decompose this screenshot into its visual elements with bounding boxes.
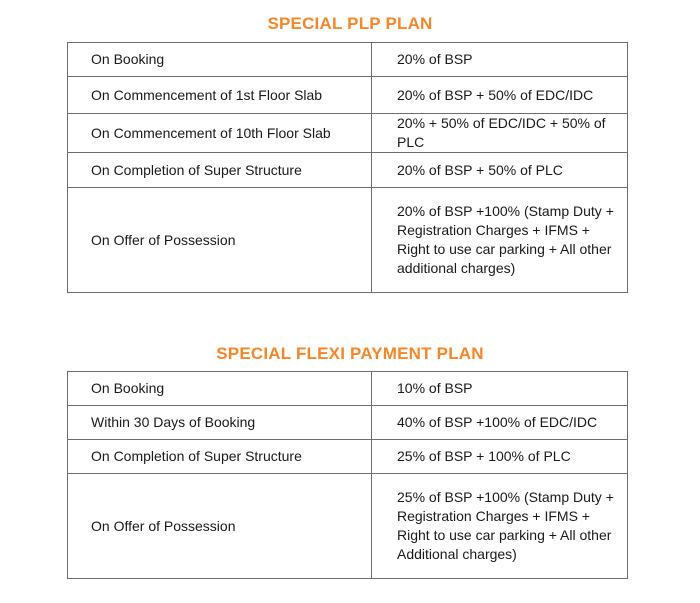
stage-cell: On Completion of Super Structure bbox=[68, 440, 372, 474]
amount-cell: 40% of BSP +100% of EDC/IDC bbox=[372, 406, 628, 440]
stage-cell: On Booking bbox=[68, 43, 372, 77]
table-row bbox=[68, 406, 628, 440]
amount-cell: 20% + 50% of EDC/IDC + 50% of PLC bbox=[372, 114, 628, 153]
amount-cell: 20% of BSP bbox=[372, 43, 628, 77]
plp-plan-title: SPECIAL PLP PLAN bbox=[267, 14, 433, 33]
table-row bbox=[68, 77, 628, 114]
table-row bbox=[68, 372, 628, 406]
amount-cell: 20% of BSP +100% (Stamp Duty + Registration Charges + IFMS + Right to use car parking + All other additional charges) bbox=[372, 188, 628, 293]
stage-cell: On Completion of Super Structure bbox=[68, 153, 372, 188]
amount-cell: 25% of BSP + 100% of PLC bbox=[372, 440, 628, 474]
flexi-plan-title: SPECIAL FLEXI PAYMENT PLAN bbox=[216, 344, 484, 363]
table-row bbox=[68, 440, 628, 474]
table-row bbox=[68, 474, 628, 579]
amount-cell: 10% of BSP bbox=[372, 372, 628, 406]
stage-cell: On Commencement of 10th Floor Slab bbox=[68, 114, 372, 153]
plp-plan-table bbox=[67, 42, 628, 293]
stage-cell: On Booking bbox=[68, 372, 372, 406]
stage-cell: On Offer of Possession bbox=[68, 188, 372, 293]
amount-cell: 20% of BSP + 50% of PLC bbox=[372, 153, 628, 188]
amount-cell: 25% of BSP +100% (Stamp Duty + Registration Charges + IFMS + Right to use car parking + All other Additional charges) bbox=[372, 474, 628, 579]
amount-cell: 20% of BSP + 50% of EDC/IDC bbox=[372, 77, 628, 114]
flexi-plan-table bbox=[67, 371, 628, 579]
table-row bbox=[68, 114, 628, 153]
stage-cell: Within 30 Days of Booking bbox=[68, 406, 372, 440]
stage-cell: On Offer of Possession bbox=[68, 474, 372, 579]
table-row bbox=[68, 43, 628, 77]
table-row bbox=[68, 188, 628, 293]
table-row bbox=[68, 153, 628, 188]
stage-cell: On Commencement of 1st Floor Slab bbox=[68, 77, 372, 114]
